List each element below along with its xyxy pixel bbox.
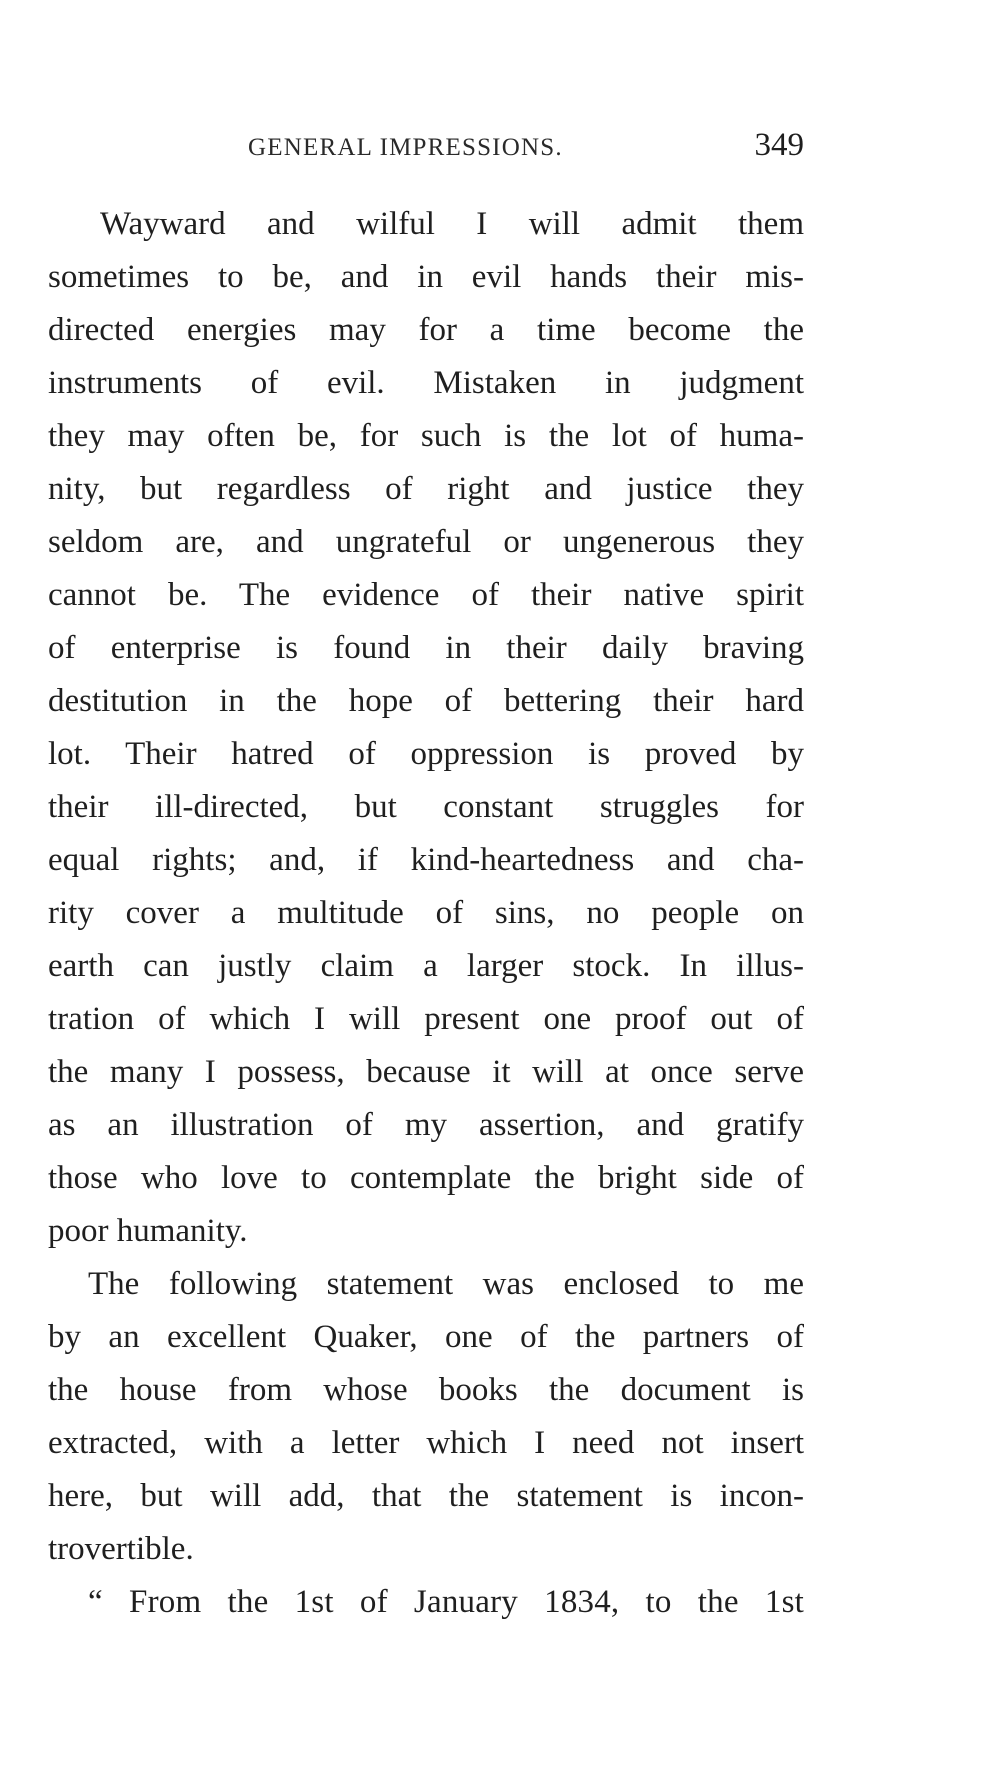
text-line: Wayward and wilful I will admit them [100, 206, 804, 242]
text-line: cannot be. The evidence of their native spirit [48, 577, 804, 613]
text-line: by an excellent Quaker, one of the partners of [48, 1319, 804, 1355]
page-number: 349 [754, 127, 804, 163]
text-line: seldom are, and ungrateful or ungenerous they [48, 524, 804, 560]
text-line: extracted, with a letter which I need not insert [48, 1425, 804, 1461]
body-text [48, 198, 804, 1629]
text-line: they may often be, for such is the lot of huma- [48, 418, 804, 454]
text-line: instruments of evil. Mistaken in judgment [48, 365, 804, 401]
text-line: lot. Their hatred of oppression is proved by [48, 736, 804, 772]
text-line: the many I possess, because it will at once serve [48, 1054, 804, 1090]
text-line: the house from whose books the document is [48, 1372, 804, 1408]
text-line: sometimes to be, and in evil hands their mis- [48, 259, 804, 295]
paragraph-1 [48, 198, 804, 1258]
text-line: equal rights; and, if kind-heartedness and cha- [48, 842, 804, 878]
text-line: trovertible. [48, 1531, 194, 1567]
text-line: as an illustration of my assertion, and gratify [48, 1107, 804, 1143]
page-header [48, 124, 804, 168]
text-line: tration of which I will present one proof out of [48, 1001, 804, 1037]
text-line: their ill-directed, but constant struggles for [48, 789, 804, 825]
text-line: here, but will add, that the statement is incon- [48, 1478, 804, 1514]
text-line: of enterprise is found in their daily braving [48, 630, 804, 666]
text-line: nity, but regardless of right and justice they [48, 471, 804, 507]
running-head: GENERAL IMPRESSIONS. [248, 134, 563, 161]
paragraph-2 [48, 1258, 804, 1576]
text-line: destitution in the hope of bettering their hard [48, 683, 804, 719]
text-line: poor humanity. [48, 1213, 248, 1249]
text-line: those who love to contemplate the bright side of [48, 1160, 804, 1196]
text-line: “ From the 1st of January 1834, to the 1st [88, 1584, 804, 1620]
text-line: earth can justly claim a larger stock. In illus- [48, 948, 804, 984]
text-line: The following statement was enclosed to me [88, 1266, 804, 1302]
text-line: directed energies may for a time become the [48, 312, 804, 348]
paragraph-3-quote [48, 1576, 804, 1629]
text-line: rity cover a multitude of sins, no people on [48, 895, 804, 931]
